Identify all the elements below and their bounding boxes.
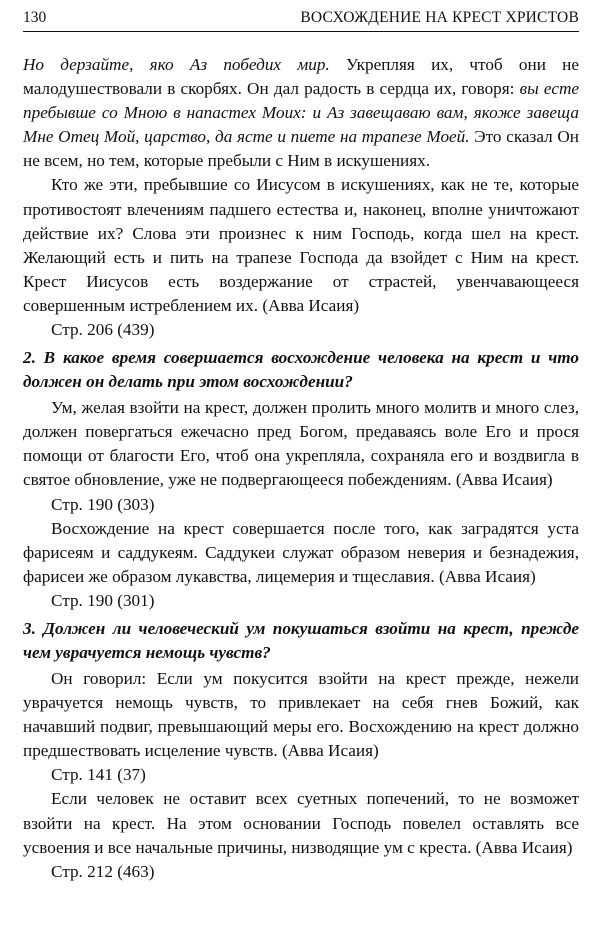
source-reference: Стр. 141 (37): [51, 765, 146, 785]
question-heading: 3. Должен ли человеческий ум покушаться взойти на крест, прежде чем уврачуется немощь чувств?: [23, 618, 579, 662]
source-reference: Стр. 206 (439): [51, 320, 155, 340]
paragraph: [23, 53, 579, 173]
paragraph-text: Укрепляя их, чтоб они не малодушествовали в скорбях. Он дал радость в сердца их, говоря:: [23, 55, 579, 99]
source-reference: Стр. 190 (301): [51, 590, 155, 610]
book-page: [23, 8, 579, 884]
source-reference: Стр. 212 (463): [51, 861, 155, 881]
scripture-quote: Но дерзайте, яко Аз победих мир.: [23, 55, 330, 74]
paragraph-text: Это сказал Он не всем, но тем, которые пребыли с Ним в искушениях.: [23, 127, 579, 171]
page-body: [23, 53, 579, 884]
paragraph: Кто же эти, пребывшие со Иисусом в искушениях, как не те, которые противостоят влечениям падшего естества и, наконец, вполне уничтожают действие их? Слова эти произнес к ним Господь, когда шел на крест. Желающий есть и пить на трапезе Господа да взойдет с Ним на крест. Крест Иисусов есть воздержание от страстей, увенчавающееся совершенным истреблением их. (Авва Исаия): [23, 175, 579, 315]
page-header: [23, 8, 579, 32]
running-title: ВОСХОЖДЕНИЕ НА КРЕСТ ХРИСТОВ: [300, 9, 579, 26]
scripture-quote: вы есте пребывше со Мною в напастех Моих: и Аз завещаваю вам, якоже завеща Мне Отец Мой, царство, да ясте и пиете на трапезе Моей.: [23, 79, 579, 147]
paragraph: Он говорил: Если ум покусится взойти на крест прежде, нежели уврачуется немощь чувств, то привлекает на себя гнев Божий, как начавший подвиг, превышающий меры его. Восхождению на крест должно предшествовать исцеление чувств. (Авва Исаия): [23, 668, 579, 761]
paragraph: Восхождение на крест совершается после того, как заградятся уста фарисеям и саддукеям. Саддукеи служат образом неверия и безнадежия, фарисеи же образом лукавства, лицемерия и тщеславия. (Авва Исаия): [23, 518, 579, 586]
paragraph: Если человек не оставит всех суетных попечений, то не возможет взойти на крест. На этом основании Господь повелел оставлять все усвоения и все начальные причины, низводящие ум с креста. (Авва Исаия): [23, 789, 579, 857]
page-number: 130: [23, 9, 47, 26]
source-reference: Стр. 190 (303): [51, 494, 155, 514]
paragraph: Ум, желая взойти на крест, должен пролить много молитв и много слез, должен повергаться ежечасно пред Богом, предаваясь воле Его и прося помощи от благости Его, чтоб она укрепляла, сохраняла его и воздвигла в святое обновление, уже не подвергающееся побеждениям. (Авва Исаия): [23, 398, 579, 490]
question-heading: 2. В какое время совершается восхождение человека на крест и что должен он делать при этом восхождении?: [23, 348, 579, 392]
